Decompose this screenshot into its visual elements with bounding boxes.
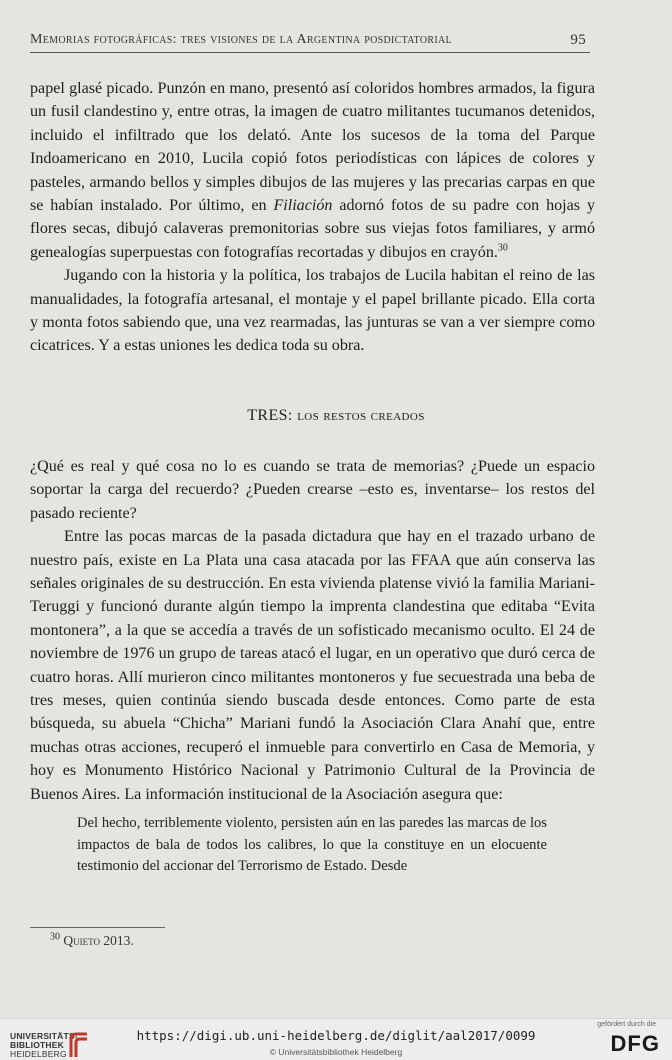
- running-title: Memorias fotográficas: tres visiones de la Argentina posdictatorial: [30, 32, 452, 47]
- paragraph: ¿Qué es real y qué cosa no lo es cuando se trata de memorias? ¿Puede un espacio soportar la carga del recuerdo? ¿Pueden crearse –esto es, inventarse– los restos del pasado reciente?: [30, 458, 595, 522]
- artwork-title: Filiación: [273, 197, 333, 215]
- paragraph-text: adornó fotos de su padre con hojas y flores secas, dibujó calaveras premonitorias sobre sus viejas fotos familiares, y armó genealogías superpuestas con fotografías recortadas y dibujos en crayón.: [30, 197, 596, 261]
- copyright-notice: © Universitätsbibliothek Heidelberg: [269, 1047, 403, 1057]
- library-name-line: UNIVERSITÄTS-: [10, 1031, 78, 1041]
- footnote-author: Quieto: [63, 933, 100, 948]
- footnote-reference[interactable]: 30: [497, 242, 508, 254]
- library-name-line: BIBLIOTHEK: [10, 1040, 64, 1050]
- page-number: 95: [570, 32, 586, 48]
- paragraph: Entre las pocas marcas de la pasada dictadura que hay en el trazado urbano de nuestro país, existe en La Plata una casa atacada por las FFAA que aún conserva las señales originales de su destrucción. En esta vivienda platense vivió la familia Mariani-Teruggi y funcionó durante algún tiempo la imprenta clandestina que editaba “Evita montonera”, a la que se accedía a través de un sofisticado mecanismo oculto. El 24 de noviembre de 1976 un grupo de tareas atacó el lugar, en un operativo que duró cerca de cuatro horas. Allí murieron cinco militantes montoneros y fue secuestrada una beba de tres meses, quien continúa siendo buscada desde entonces. Como parte de esta búsqueda, su abuela “Chicha” Mariani fundó la Asociación Clara Anahí que, entre muchas otras acciones, recuperó el inmueble para convertirlo en Casa de Memoria, y hoy es Monumento Histórico Nacional y Patrimonio Cultural de la Provincia de Buenos Aires. La información institucional de la Asociación asegura que:: [30, 528, 595, 803]
- body-section-2: [30, 455, 595, 806]
- viewer-footer: [0, 1018, 672, 1060]
- footnote-number: 30: [50, 931, 60, 943]
- paragraph: [30, 77, 595, 264]
- paragraph: Jugando con la historia y la política, los trabajos de Lucila habitan el reino de las manualidades, la fotografía artesanal, el montaje y el papel brillante picado. Ella corta y monta fotos sabiendo que, una vez rearmadas, las junturas se van a ver siempre como cicatrices. Y a estas uniones les dedica toda su obra.: [30, 267, 595, 355]
- library-name-line: HEIDELBERG: [10, 1049, 67, 1059]
- paragraph-text: papel glasé picado. Punzón en mano, presentó así coloridos hombres armados, la figura un fusil clandestino y, entre otras, la imagen de cuatro militantes tucumanos detenidos, incluido el infiltrado que los delató. Ante los sucesos de la toma del Parque Indoamericano en 2010, Lucila copió fotos periodísticas con lápices de colores y pasteles, armando bellos y simples dibujos de las mujeres y las precarias carpas en que se habían instalado. Por último, en: [30, 80, 595, 215]
- body-section-1: [30, 77, 595, 358]
- funder-caption: gefördert durch die: [597, 1021, 656, 1028]
- footnote-year: 2013.: [103, 933, 134, 948]
- footnote-divider: [30, 927, 165, 928]
- section-heading-label: TRES:: [247, 407, 293, 424]
- section-heading-subtitle: los restos creados: [297, 408, 425, 424]
- running-head: [30, 32, 590, 53]
- section-heading: [0, 407, 672, 425]
- footnote: [50, 933, 134, 949]
- quote-text: Del hecho, terriblemente violento, persisten aún en las paredes las marcas de los impactos de bala de todos los calibres, lo que la constituye en un elocuente testimonio del accionar del Terrorismo de Estado. Desde: [77, 815, 547, 875]
- block-quote: [77, 813, 547, 878]
- permalink-url[interactable]: https://digi.ub.uni-heidelberg.de/diglit/aal2017/0099: [136, 1028, 536, 1043]
- dfg-logo[interactable]: DFG: [610, 1031, 660, 1056]
